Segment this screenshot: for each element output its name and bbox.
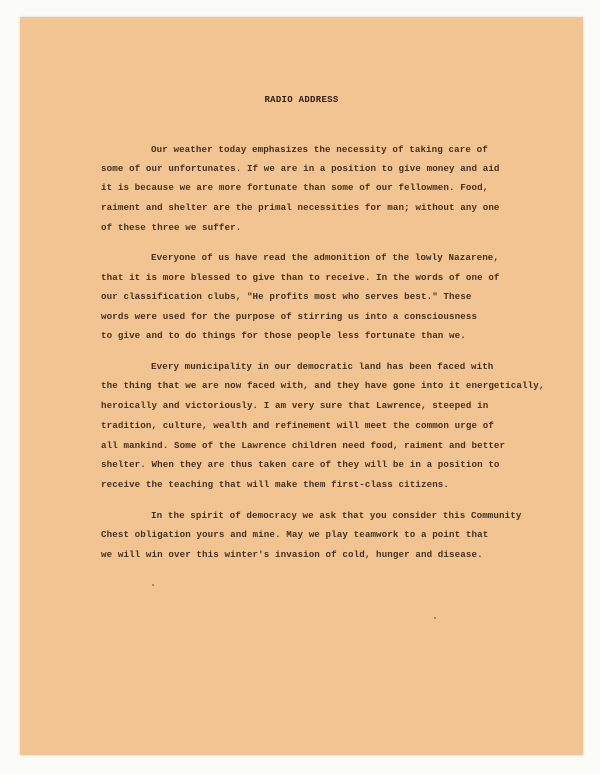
text-line: Our weather today emphasizes the necessity of taking care of (151, 144, 488, 155)
document-page (20, 17, 583, 755)
text-line: some of our unfortunates. If we are in a position to give money and aid (101, 163, 500, 174)
text-line: we will win over this winter's invasion of cold, hunger and disease. (101, 549, 483, 560)
text-line: Every municipality in our democratic land has been faced with (151, 361, 494, 372)
text-line: raiment and shelter are the primal necessities for man; without any one (101, 202, 500, 213)
text-line: all mankind. Some of the Lawrence children need food, raiment and better (101, 440, 506, 451)
text-line: words were used for the purpose of stirring us into a consciousness (101, 311, 478, 322)
paper-speck (152, 584, 154, 586)
paper-speck (434, 617, 436, 619)
text-line: of these three we suffer. (101, 222, 242, 233)
text-line: In the spirit of democracy we ask that you consider this Community (151, 510, 522, 521)
text-line: receive the teaching that will make them first-class citizens. (101, 479, 450, 490)
text-line: Everyone of us have read the admonition of the lowly Nazarene, (151, 252, 500, 263)
text-line: to give and to do things for those people less fortunate than we. (101, 330, 466, 341)
text-line: it is because we are more fortunate than some of our fellowmen. Food, (101, 182, 489, 193)
text-line: that it is more blessed to give than to receive. In the words of one of (101, 272, 500, 283)
text-line: Chest obligation yours and mine. May we play teamwork to a point that (101, 529, 489, 540)
text-line: our classification clubs, "He profits most who serves best." These (101, 291, 472, 302)
text-line: tradition, culture, wealth and refinement will meet the common urge of (101, 420, 494, 431)
text-line: shelter. When they are thus taken care of they will be in a position to (101, 459, 500, 470)
page-title: RADIO ADDRESS (264, 95, 339, 105)
text-line: heroically and victoriously. I am very sure that Lawrence, steeped in (101, 400, 489, 411)
text-line: the thing that we are now faced with, and they have gone into it energetically, (101, 380, 545, 391)
